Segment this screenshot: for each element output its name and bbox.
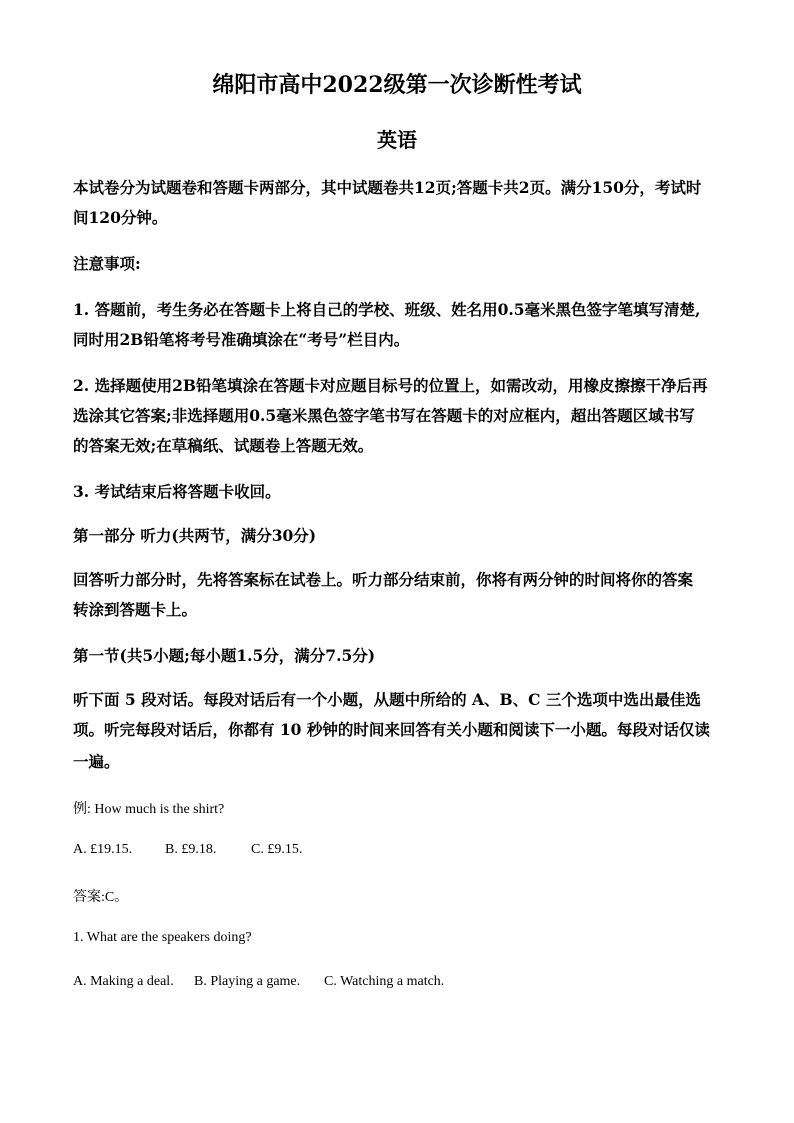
note-3: 3. 考试结束后将答题卡收回。 [73, 482, 281, 501]
section-1-desc-line-1: 听下面 5 段对话。每段对话后有一个小题，从题中所给的 A、B、C 三个选项中选出最佳选 [73, 690, 701, 709]
section-1-desc-line-2: 项。听完每段对话后，你都有 10 秒钟的时间来回答有关小题和阅读下一小题。每段对话仅读 [73, 720, 710, 739]
example-option-c: C. £9.15. [251, 842, 303, 857]
example-option-b: B. £9.18. [165, 842, 217, 857]
question-1-text: 1. What are the speakers doing? [73, 930, 252, 945]
example-question: 例: How much is the shirt? [73, 802, 225, 817]
part-1-desc-line-1: 回答听力部分时，先将答案标在试卷上。听力部分结束前，你将有两分钟的时间将你的答案 [73, 570, 694, 589]
part-1-desc-line-2: 转涂到答题卡上。 [73, 600, 198, 619]
note-2-line-2: 选涂其它答案;非选择题用0.5毫米黑色签字笔书写在答题卡的对应框内，超出答题区域书写 [73, 406, 695, 425]
notes-heading: 注意事项: [73, 254, 141, 273]
part-1-heading: 第一部分 听力(共两节，满分30分) [73, 526, 317, 545]
subject-title: 英语 [377, 128, 417, 152]
section-1-heading: 第一节(共5小题;每小题1.5分，满分7.5分) [73, 646, 376, 665]
question-1-options [73, 974, 444, 990]
example-option-a: A. £19.15. [73, 842, 133, 857]
question-1-option-b: B. Playing a game. [194, 974, 301, 989]
intro-line-2: 间120分钟。 [73, 208, 168, 227]
example-options [73, 842, 302, 858]
note-2-line-3: 的答案无效;在草稿纸、试题卷上答题无效。 [73, 436, 374, 455]
page-title: 绵阳市高中2022级第一次诊断性考试 [212, 72, 582, 98]
question-1-option-a: A. Making a deal. [73, 974, 174, 989]
note-1-line-2: 同时用2B铅笔将考号准确填涂在“考号”栏目内。 [73, 330, 410, 349]
section-1-desc-line-3: 一遍。 [73, 752, 120, 771]
note-2-line-1: 2. 选择题使用2B铅笔填涂在答题卡对应题目标号的位置上，如需改动，用橡皮擦擦干净后再 [73, 376, 708, 395]
intro-line-1: 本试卷分为试题卷和答题卡两部分，其中试题卷共12页;答题卡共2页。满分150分，考试时 [73, 178, 702, 197]
example-answer: 答案:C。 [73, 890, 129, 905]
note-1-line-1: 1. 答题前，考生务必在答题卡上将自己的学校、班级、姓名用0.5毫米黑色签字笔填写清楚, [73, 300, 701, 319]
question-1-option-c: C. Watching a match. [324, 974, 445, 989]
